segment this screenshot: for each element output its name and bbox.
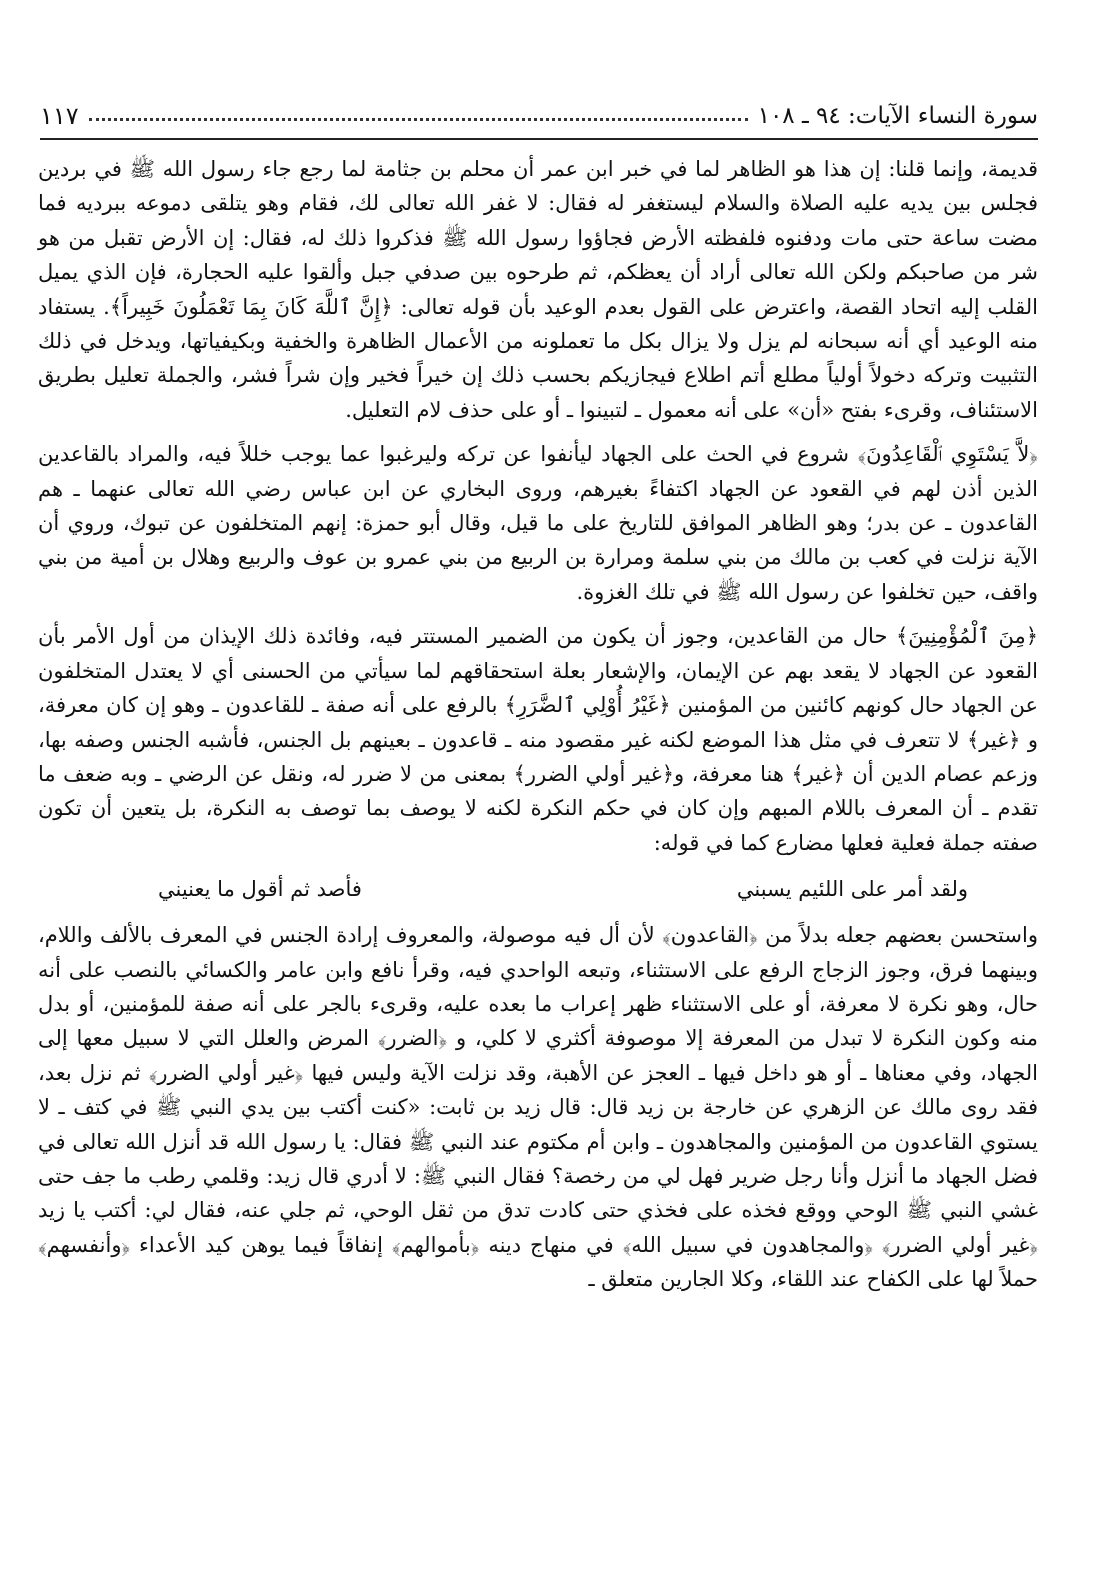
leader-dots bbox=[89, 112, 748, 121]
page-number: ١١٧ bbox=[40, 102, 79, 130]
page-body bbox=[38, 152, 1038, 1307]
paragraph-1: قديمة، وإنما قلنا: إن هذا هو الظاهر لما في خبر ابن عمر أن محلم بن جثامة لما رجع جاء رسول الله ﷺ في بردين فجلس بين يديه عليه الصلاة والسلام ليستغفر له فقال: لا غفر الله تعالى لك، فقام وهو يتلقى دموعه ببرديه فما مضت ساعة حتى مات ودفنوه فلفظته الأرض فجاؤوا رسول الله ﷺ فذكروا ذلك له، فقال: إن الأرض تقبل من هو شر من صاحبكم ولكن الله تعالى أراد أن يعظكم، ثم طرحوه بين صدفي جبل وألقوا عليه الحجارة، فإن الذي يميل القلب إليه اتحاد القصة، واعترض على القول بعدم الوعيد بأن قوله تعالى: ﴿إِنَّ ٱللَّهَ كَانَ بِمَا تَعْمَلُونَ خَبِيراً﴾. يستفاد منه الوعيد أي أنه سبحانه لم يزل ولا يزال بكل ما تعملونه من الأعمال الظاهرة والخفية وبكيفياتها، ويدخل في ذلك التثبيت وتركه دخولاً أولياً مطلع أتم اطلاع فيجازيكم بحسب ذلك إن خيراً فخير وإن شراً فشر، والجملة تعليل بطريق الاستئناف، وقرىء بفتح «أن» على أنه معمول ـ لتبينوا ـ أو على حذف لام التعليل. bbox=[38, 157, 1038, 422]
paragraph-3: ﴿مِنَ ٱلْمُؤْمِنِينَ﴾ حال من القاعدين، وجوز أن يكون من الضمير المستتر فيه، وفائدة ذلك الإيذان من أول الأمر بأن القعود عن الجهاد لا يقعد بهم عن الإيمان، والإشعار بعلة استحقاقهم لما سيأتي من الحسنى أي لا يعتدل المتخلفون عن الجهاد حال كونهم كائنين من المؤمنين ﴿غَيْرُ أُوْلِي ٱلضَّرَرِ﴾ بالرفع على أنه صفة ـ للقاعدون ـ وهو إن كان معرفة، و ﴿غير﴾ لا تتعرف في مثل هذا الموضع لكنه غير مقصود منه ـ قاعدون ـ بعينهم بل الجنس، فأشبه الجنس وصفه بها، وزعم عصام الدين أن ﴿غير﴾ هنا معرفة، و﴿غير أولي الضرر﴾ بمعنى من لا ضرر له، ونقل عن الرضي ـ وبه ضعف ما تقدم ـ أن المعرف باللام المبهم وإن كان في حكم النكرة لكنه لا يوصف بما توصف به النكرة، بل يتعين أن تكون صفته جملة فعلية فعلها مضارع كما في قوله: bbox=[38, 624, 1038, 855]
poem-verse bbox=[158, 872, 968, 906]
running-header bbox=[40, 94, 1038, 140]
surah-title: سورة النساء الآيات: ٩٤ ـ ١٠٨ bbox=[757, 103, 1038, 129]
poem-hemistich-1: ولقد أمر على اللئيم يسبني bbox=[736, 877, 968, 902]
paragraph-4: واستحسن بعضهم جعله بدلاً من ﴿القاعدون﴾ لأن أل فيه موصولة، والمعروف إرادة الجنس في المعرف بالألف واللام، وبينهما فرق، وجوز الزجاج الرفع على الاستثناء، وتبعه الواحدي فيه، وقرأ نافع وابن عامر والكسائي بالنصب على أنه حال، وهو نكرة لا معرفة، أو على الاستثناء ظهر إعراب ما بعده عليه، وقرىء بالجر على أنه صفة للمؤمنين، أو بدل منه وكون النكرة لا تبدل من المعرفة إلا موصوفة أكثري لا كلي، و ﴿الضرر﴾ المرض والعلل التي لا سبيل معها إلى الجهاد، وفي معناها ـ أو هو داخل فيها ـ العجز عن الأهبة، وقد نزلت الآية وليس فيها ﴿غير أولي الضرر﴾ ثم نزل بعد، فقد روى مالك عن الزهري عن خارجة بن زيد قال: قال زيد بن ثابت: «كنت أكتب بين يدي النبي ﷺ في كتف ـ لا يستوي القاعدون من المؤمنين والمجاهدون ـ وابن أم مكتوم عند النبي ﷺ فقال: يا رسول الله قد أنزل الله تعالى في فضل الجهاد ما أنزل وأنا رجل ضرير فهل لي من رخصة؟ فقال النبي ﷺ: لا أدري قال زيد: وقلمي رطب ما جف حتى غشي النبي ﷺ الوحي ووقع فخذه على فخذي حتى كادت تدق من ثقل الوحي، ثم جلي عنه، فقال لي: أكتب يا زيد ﴿غير أولي الضرر﴾ ﴿والمجاهدون في سبيل الله﴾ في منهاج دينه ﴿بأموالهم﴾ إنفاقاً فيما يوهن كيد الأعداء ﴿وأنفسهم﴾ حملاً لها على الكفاح عند اللقاء، وكلا الجارين متعلق ـ bbox=[38, 923, 1038, 1292]
paragraph-2: ﴿لاَّ يَسْتَوِي ٱلْقَاعِدُونَ﴾ شروع في الحث على الجهاد ليأنفوا عن تركه وليرغبوا عما يوجب خللاً فيه، والمراد بالقاعدين الذين أذن لهم في القعود عن الجهاد اكتفاءً بغيرهم، وروى البخاري عن ابن عباس رضي الله تعالى عنهما ـ هم القاعدون ـ عن بدر؛ وهو الظاهر الموافق للتاريخ على ما قيل، وقال أبو حمزة: إنهم المتخلفون عن تبوك، وروي أن الآية نزلت في كعب بن مالك من بني سلمة ومرارة بن الربيع من بني عمرو بن عوف والربيع وهلال بن أمية من بني واقف، حين تخلفوا عن رسول الله ﷺ في تلك الغزوة. bbox=[38, 442, 1038, 604]
poem-hemistich-2: فأصد ثم أقول ما يعنيني bbox=[158, 877, 362, 902]
